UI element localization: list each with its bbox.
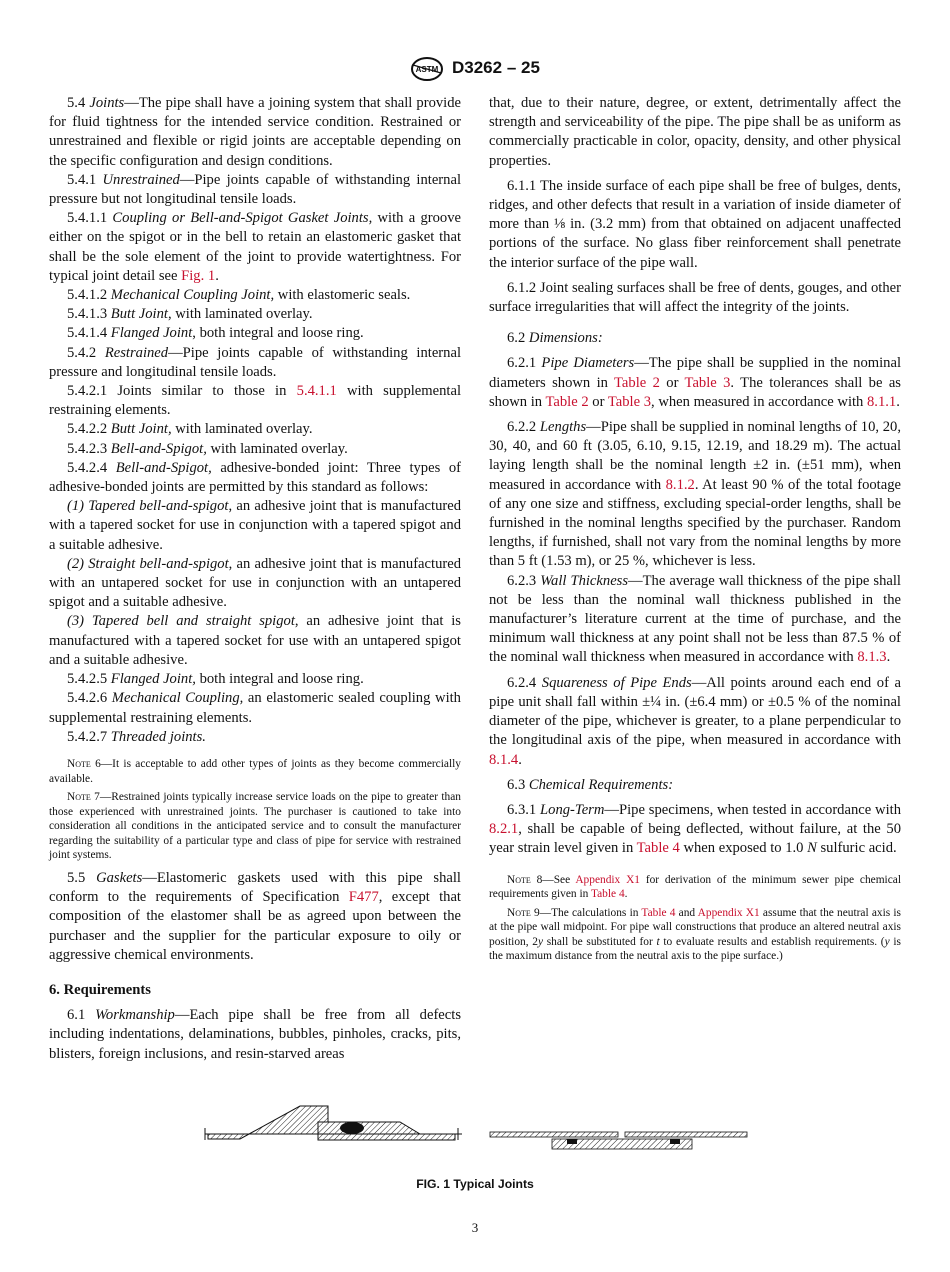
section-6-2-3: 6.2.3 Wall Thickness—The average wall thickness of the pipe shall not be less than the nominal wall thickness published in the manufacturer’s literature current at the time of purchase, and the minimum wall thickness at any point shall not be less than 87.5 % of the nominal wall thickness when measured in accordance with 8.1.3. <box>489 572 901 666</box>
note-7: Note 7—Restrained joints typically increase service loads on the pipe to greater than those experienced with unrestrained joints. The purchaser is cautioned to take into consideration all conditions in the anticipated service and to consult the manufacturer regarding the suitability of a particular type and class of pipe for service with restrained joint systems. <box>49 791 461 862</box>
note-8: Note 8—See Appendix X1 for derivation of the minimum sewer pipe chemical requirements given in Table 4. <box>489 873 901 901</box>
page-header <box>0 56 950 84</box>
section-6-1: 6.1 Workmanship—Each pipe shall be free from all defects including indentations, delaminations, bubbles, pinholes, cracks, pits, blisters, foreign inclusions, and resin-starved areas <box>49 1007 461 1062</box>
section-5-4-2-5: 5.4.2.5 Flanged Joint, both integral and loose ring. <box>67 671 364 688</box>
page-number: 3 <box>471 1220 479 1235</box>
appendix-x1-link[interactable]: Appendix X1 <box>575 873 640 886</box>
section-8-1-3-link[interactable]: 8.1.3 <box>857 649 887 666</box>
section-8-1-4-link[interactable]: 8.1.4 <box>489 751 519 768</box>
table-3-link[interactable]: Table 3 <box>684 374 731 391</box>
adhesive-type-3: (3) Tapered bell and straight spigot, an adhesive joint that is manufactured with a tapered socket for use with an untapered spigot and a suitable adhesive. <box>49 613 461 668</box>
section-5-4-1-1-link[interactable]: 5.4.1.1 <box>296 383 337 400</box>
section-6-2-1: 6.2.1 Pipe Diameters—The pipe shall be supplied in the nominal diameters shown in Table 2 or Table 3. The tolerances shall be as shown in Table 2 or Table 3, when measured in accordance with 8.1.1. <box>489 355 901 410</box>
bell-spigot-joint-drawing <box>205 1106 462 1140</box>
adhesive-type-2: (2) Straight bell-and-spigot, an adhesive joint that is manufactured with an untapered socket for use in conjunction with an untapered spigot and a suitable adhesive. <box>49 555 461 611</box>
section-5-4-1-1: 5.4.1.1 Coupling or Bell-and-Spigot Gasket Joints, with a groove either on the spigot or in the bell to retain an elastomeric gasket that shall be the sole element of the joint to provide watertightness. For typical joint detail see Fig. 1. <box>49 210 462 284</box>
svg-text:ASTM: ASTM <box>415 65 439 74</box>
note-9: Note 9—The calculations in Table 4 and Appendix X1 assume that the neutral axis is at the pipe wall midpoint. For pipe wall constructions that produce an altered neutral axis position, 2y shall be substituted for t to evaluate results and establish requirements. (y is the maximum distance from the neutral axis to the pipe surface.) <box>489 906 901 963</box>
section-6-1-1: 6.1.1 The inside surface of each pipe shall be free of bulges, dents, ridges, and other defects that result in a variation of inside diameter of more than ⅛ in. (3.2 mm) from that obtained on adjacent unaffected portions of the surface. No glass fiber reinforcement shall penetrate the interior surface of the pipe wall. <box>489 177 901 271</box>
section-6-3-1: 6.3.1 Long-Term—Pipe specimens, when tested in accordance with 8.2.1, shall be capable of being deflected, without failure, at the 50 year strain level given in Table 4 when exposed to 1.0 N sulfuric acid. <box>489 801 901 857</box>
table-4-link[interactable]: Table 4 <box>641 906 676 919</box>
gasket-icon <box>340 1122 364 1134</box>
section-8-1-1-link[interactable]: 8.1.1 <box>867 393 897 410</box>
table-2-link[interactable]: Table 2 <box>545 393 589 410</box>
table-2-link[interactable]: Table 2 <box>614 374 660 391</box>
coupling-joint-drawing <box>490 1132 747 1149</box>
section-6-2-2: 6.2.2 Lengths—Pipe shall be supplied in nominal lengths of 10, 20, 30, 40, and 60 ft (3.05, 6.10, 9.15, 12.19, and 18.29 m). The actual laying length shall be the nominal length ±2 in. (±51 mm), when measured in accordance with 8.1.2. At least 90 % of the total footage of any one size and stiffness, excluding special-order lengths, shall be furnished in the nominal lengths specified by the purchaser. Random lengths, if furnished, shall not vary from the nominal lengths by more than 5 ft (1.53 m), or 25 %, whichever is less. <box>489 419 901 570</box>
section-5-4-2: 5.4.2 Restrained—Pipe joints capable of withstanding internal pressure and longitudinal tensile loads. <box>49 344 461 380</box>
section-6-2: 6.2 Dimensions: <box>507 330 603 347</box>
section-5-4-2-1: 5.4.2.1 Joints similar to those in 5.4.1.1 with supplemental restraining elements. <box>49 383 462 419</box>
f477-link[interactable]: F477 <box>348 889 379 906</box>
figure-caption: FIG. 1 Typical Joints <box>416 1177 534 1191</box>
document-id: D3262 – 25 <box>452 58 540 77</box>
adhesive-type-1: (1) Tapered bell-and-spigot, an adhesive joint that is manufactured with a tapered socket for use in conjunction with a tapered spigot and a suitable adhesive. <box>49 498 462 553</box>
typical-joints-figure <box>200 1104 760 1154</box>
section-5-4-1-4: 5.4.1.4 Flanged Joint, both integral and loose ring. <box>67 325 364 342</box>
section-8-2-1-link[interactable]: 8.2.1 <box>489 821 519 838</box>
right-column <box>489 94 901 964</box>
fig-1-link[interactable]: Fig. 1 <box>181 267 216 284</box>
section-6-1-2: 6.1.2 Joint sealing surfaces shall be free of dents, gouges, and other surface irregularities that will affect the integrity of the joints. <box>489 279 901 316</box>
heading-requirements: 6. Requirements <box>49 982 151 999</box>
table-4-link[interactable]: Table 4 <box>636 840 680 857</box>
section-5-4-2-6: 5.4.2.6 Mechanical Coupling, an elastomeric sealed coupling with supplemental restraining elements. <box>49 690 461 726</box>
section-6-1-cont: that, due to their nature, degree, or extent, detrimentally affect the strength and serviceability of the pipe. The pipe shall be as uniform as commercially practicable in color, opacity, density, and other physical properties. <box>489 95 901 169</box>
astm-logo-icon <box>410 56 444 82</box>
section-6-2-4: 6.2.4 Squareness of Pipe Ends—All points around each end of a pipe unit shall fall within ±¼ in. (±6.4 mm) or ±0.5 % of the nominal diameter of the pipe, whichever is greater, to a plane perpendicular to the longitudinal axis of the pipe, when measured in accordance with 8.1.4. <box>489 674 901 768</box>
table-4-link[interactable]: Table 4 <box>590 888 625 901</box>
note-6: Note 6—It is acceptable to add other types of joints as they become commercially available. <box>49 757 461 785</box>
section-8-1-2-link[interactable]: 8.1.2 <box>665 476 695 493</box>
left-column <box>49 94 461 1064</box>
table-3-link[interactable]: Table 3 <box>607 393 652 410</box>
section-5-4-2-7: 5.4.2.7 Threaded joints. <box>67 728 206 745</box>
section-6-3: 6.3 Chemical Requirements: <box>507 776 674 793</box>
section-5-4-1-2: 5.4.1.2 Mechanical Coupling Joint, with elastomeric seals. <box>67 287 411 304</box>
section-5-4-2-2: 5.4.2.2 Butt Joint, with laminated overlay. <box>67 421 313 438</box>
section-5-4-2-4: 5.4.2.4 Bell-and-Spigot, adhesive-bonded joint: Three types of adhesive-bonded joints are permitted by this standard as follows: <box>49 459 461 496</box>
section-5-4-2-3: 5.4.2.3 Bell-and-Spigot, with laminated overlay. <box>67 440 348 457</box>
section-5-5: 5.5 Gaskets—Elastomeric gaskets used with this pipe shall conform to the requirements of Specification F477, except that composition of the elastomer shall be as agreed upon between the purchaser and the supplier for the particular exposure to oily or aggressive chemical environments. <box>49 870 461 963</box>
appendix-x1-link[interactable]: Appendix X1 <box>697 906 760 919</box>
section-5-4-1: 5.4.1 Unrestrained—Pipe joints capable of withstanding internal pressure but not longitudinal tensile loads. <box>49 171 461 208</box>
section-5-4: 5.4 Joints—The pipe shall have a joining system that shall provide for fluid tightness for the intended service condition. Restrained or unrestrained and flexible or rigid joints are acceptable depending on the specific configuration and design conditions. <box>49 95 462 169</box>
section-5-4-1-3: 5.4.1.3 Butt Joint, with laminated overlay. <box>67 306 313 323</box>
